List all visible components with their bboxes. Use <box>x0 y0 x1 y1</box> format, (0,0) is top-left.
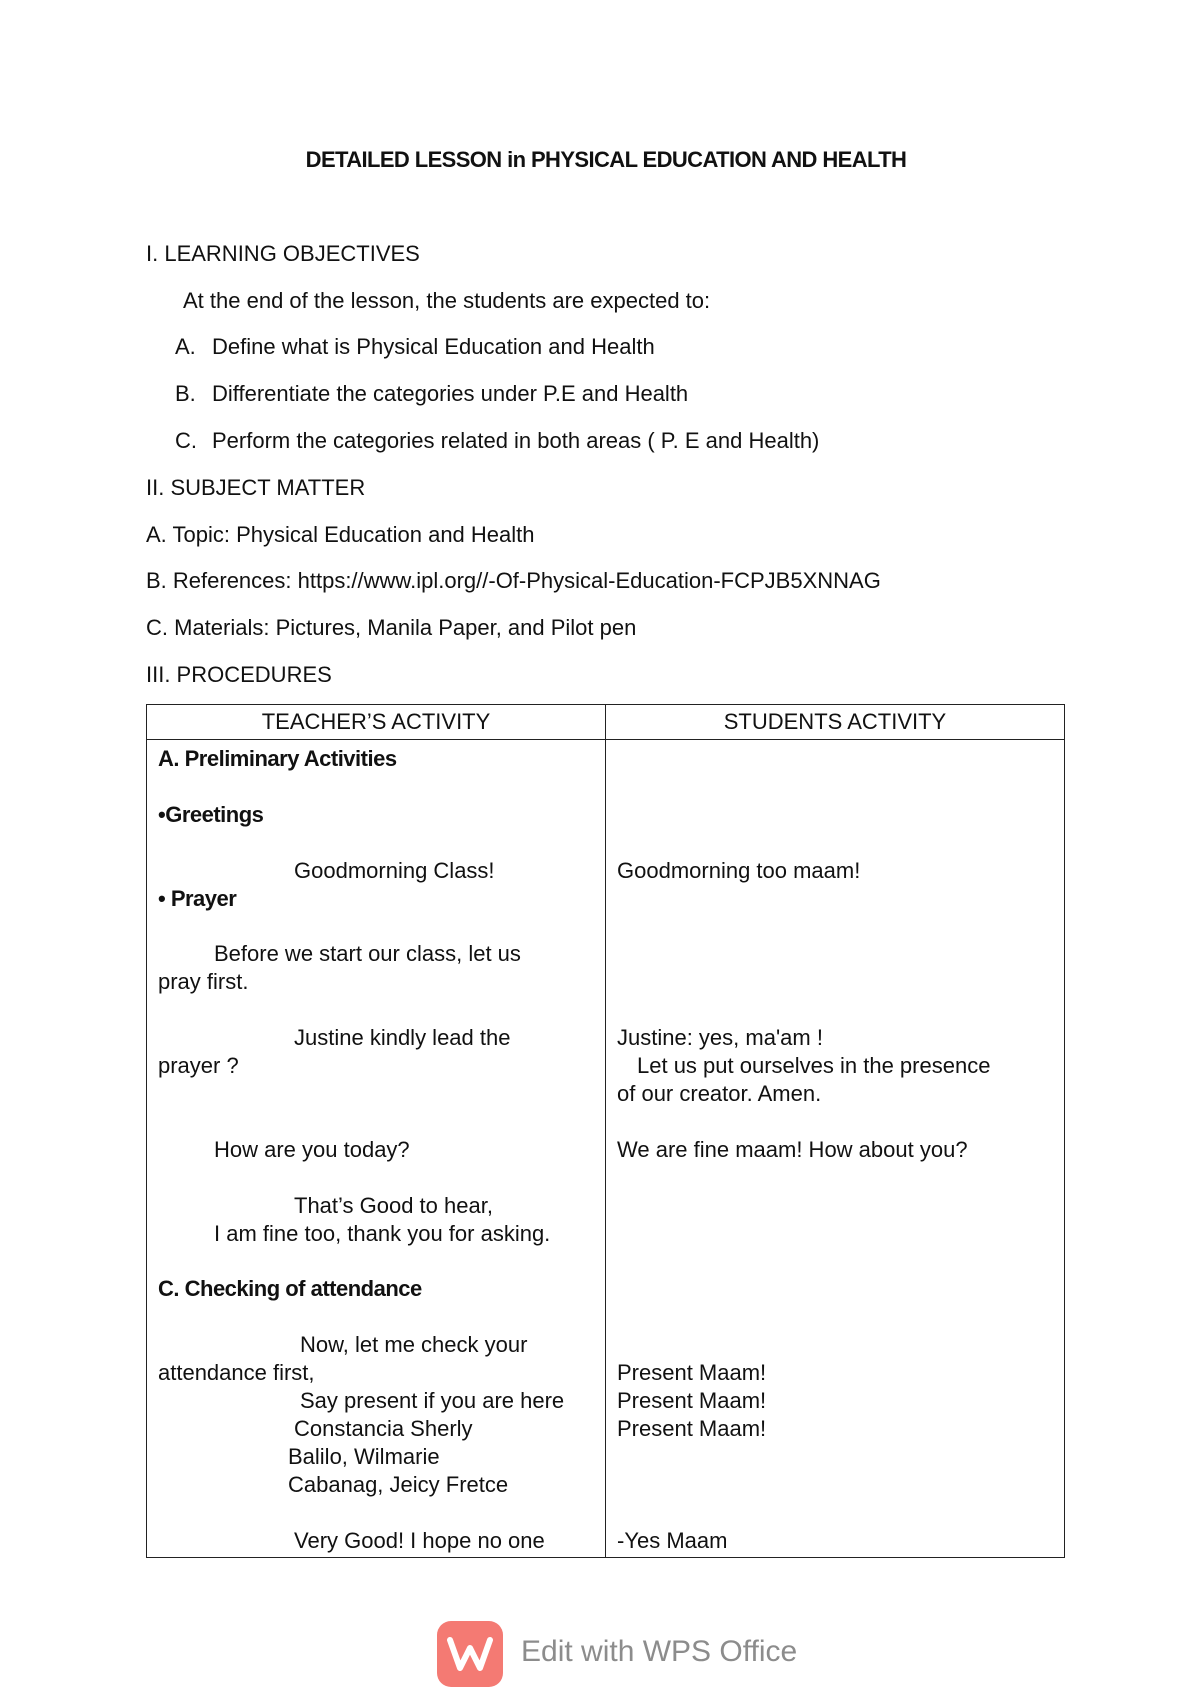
preliminary-activities-heading: A. Preliminary Activities <box>158 746 397 771</box>
teacher-justine-lead: Justine kindly lead the <box>294 1025 511 1050</box>
wps-w-glyph <box>446 1634 494 1674</box>
teacher-very-good: Very Good! I hope no one <box>294 1528 545 1553</box>
student-name: Cabanag, Jeicy Fretce <box>288 1472 509 1497</box>
students-present: Present Maam! <box>617 1416 767 1441</box>
objective-letter: C. <box>175 428 197 453</box>
teacher-check-attendance: Now, let me check your <box>300 1332 528 1357</box>
teacher-fine-too: I am fine too, thank you for asking. <box>214 1221 551 1246</box>
subject-materials: C. Materials: Pictures, Manila Paper, and Pilot pen <box>146 615 637 640</box>
procedures-table <box>146 704 1065 1558</box>
prayer-heading: • Prayer <box>158 886 237 911</box>
students-goodmorning: Goodmorning too maam! <box>617 858 861 883</box>
students-prayer-amen: of our creator. Amen. <box>617 1081 822 1106</box>
wps-edit-label[interactable]: Edit with WPS Office <box>521 1635 798 1668</box>
objective-text: Define what is Physical Education and Health <box>212 334 655 359</box>
students-justine-yes: Justine: yes, ma'am ! <box>617 1025 823 1050</box>
teacher-activity-cell <box>147 740 606 1558</box>
teacher-good-to-hear: That’s Good to hear, <box>294 1193 493 1218</box>
greetings-heading: •Greetings <box>158 802 264 827</box>
objective-letter: B. <box>175 381 196 406</box>
teacher-before-class: Before we start our class, let us <box>214 941 521 966</box>
teacher-say-present: Say present if you are here <box>300 1388 565 1413</box>
students-fine: We are fine maam! How about you? <box>617 1137 968 1162</box>
subject-references: B. References: https://www.ipl.org//-Of-Physical-Education-FCPJB5XNNAG <box>146 568 881 593</box>
student-name: Balilo, Wilmarie <box>288 1444 440 1469</box>
teacher-goodmorning: Goodmorning Class! <box>294 858 495 883</box>
students-column-header: STUDENTS ACTIVITY <box>606 705 1065 740</box>
objective-letter: A. <box>175 334 196 359</box>
teacher-pray-first: pray first. <box>158 969 249 994</box>
students-present: Present Maam! <box>617 1360 767 1385</box>
wps-office-banner[interactable] <box>437 1621 817 1691</box>
student-name: Constancia Sherly <box>294 1416 473 1441</box>
checking-attendance-heading: C. Checking of attendance <box>158 1276 422 1301</box>
objectives-intro: At the end of the lesson, the students are expected to: <box>183 288 711 313</box>
teacher-prayer-question: prayer ? <box>158 1053 239 1078</box>
students-prayer-line: Let us put ourselves in the presence <box>637 1053 991 1078</box>
students-present: Present Maam! <box>617 1388 767 1413</box>
table-header-row <box>147 705 1065 740</box>
subject-topic: A. Topic: Physical Education and Health <box>146 522 535 547</box>
wps-logo-icon[interactable] <box>437 1621 503 1687</box>
objective-text: Perform the categories related in both areas ( P. E and Health) <box>212 428 820 453</box>
students-yes-maam: -Yes Maam <box>617 1528 728 1553</box>
teacher-how-are-you: How are you today? <box>214 1137 410 1162</box>
objectives-heading: I. LEARNING OBJECTIVES <box>146 241 420 266</box>
teacher-attendance-first: attendance first, <box>158 1360 315 1385</box>
procedures-heading: III. PROCEDURES <box>146 662 332 687</box>
teacher-column-header: TEACHER’S ACTIVITY <box>147 705 606 740</box>
subject-matter-heading: II. SUBJECT MATTER <box>146 475 366 500</box>
document-title: DETAILED LESSON in PHYSICAL EDUCATION AND HEALTH <box>305 147 907 172</box>
table-row <box>147 740 1065 1558</box>
objective-text: Differentiate the categories under P.E and Health <box>212 381 689 406</box>
students-activity-cell <box>606 740 1065 1558</box>
